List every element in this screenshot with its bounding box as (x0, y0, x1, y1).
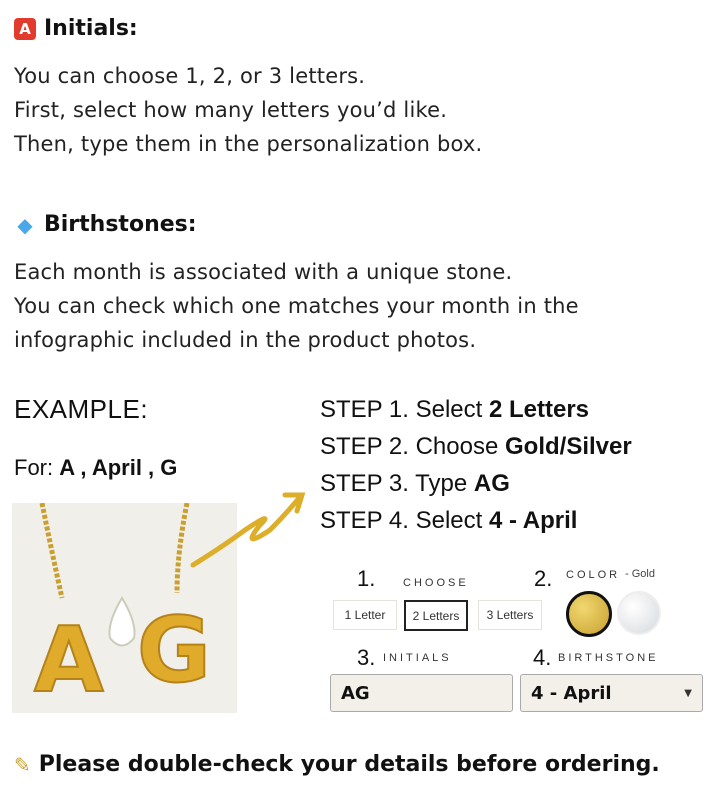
option-2-letters[interactable]: 2 Letters (404, 600, 468, 631)
example-for (14, 455, 177, 481)
option-3-letters[interactable]: 3 Letters (478, 600, 542, 630)
step-1: STEP 1. Select 2 Letters (320, 396, 590, 423)
text-line: You can choose 1, 2, or 3 letters. (14, 64, 366, 88)
step-number-4: 4. (533, 645, 552, 670)
steps-list (320, 391, 632, 539)
gold-swatch[interactable] (566, 591, 612, 637)
for-value: A , April , G (59, 455, 178, 480)
initials-text (14, 59, 482, 161)
initials-title: Initials: (44, 16, 138, 41)
birthstone-value: 4 - April (531, 682, 612, 704)
text-line: Each month is associated with a unique stone. (14, 260, 513, 284)
letter-a-button-icon: A (14, 18, 36, 40)
birthstones-title: Birthstones: (44, 212, 197, 237)
gem-icon: ◆ (17, 212, 33, 237)
memo-icon: ✎ (14, 752, 31, 777)
letter-a: A (34, 608, 104, 713)
letter-g: G (137, 598, 211, 703)
birthstone-label: BIRTHSTONE (558, 652, 659, 664)
step-4: STEP 4. Select 4 - April (320, 507, 578, 534)
choose-label: CHOOSE (403, 577, 469, 589)
step-number-1: 1. (357, 566, 376, 591)
text-line: Then, type them in the personalization box. (14, 132, 483, 156)
arrow-icon (185, 485, 315, 575)
birthstones-heading (14, 212, 197, 237)
step-number-2: 2. (534, 566, 553, 591)
example-title: EXAMPLE: (14, 394, 149, 424)
silver-swatch[interactable] (617, 591, 661, 635)
step-3: STEP 3. Type AG (320, 470, 510, 497)
color-value: - Gold (625, 568, 655, 580)
birthstone-select[interactable] (520, 674, 703, 712)
text-line: You can check which one matches your month in the (14, 294, 579, 318)
for-label: For: (14, 455, 60, 480)
step-number-3: 3. (357, 645, 376, 670)
initials-input[interactable]: AG (330, 674, 513, 712)
text-line: infographic included in the product photos. (14, 328, 477, 352)
color-label: COLOR (566, 569, 621, 581)
text-line: First, select how many letters you’d like. (14, 98, 448, 122)
footer-note (14, 752, 660, 777)
initials-heading (14, 16, 138, 41)
option-1-letter[interactable]: 1 Letter (333, 600, 397, 630)
step-2: STEP 2. Choose Gold/Silver (320, 433, 632, 460)
chevron-down-icon: ▼ (684, 687, 692, 699)
initials-label: INITIALS (383, 652, 452, 664)
birthstones-text (14, 255, 579, 357)
footer-text: Please double-check your details before ordering. (38, 752, 660, 777)
